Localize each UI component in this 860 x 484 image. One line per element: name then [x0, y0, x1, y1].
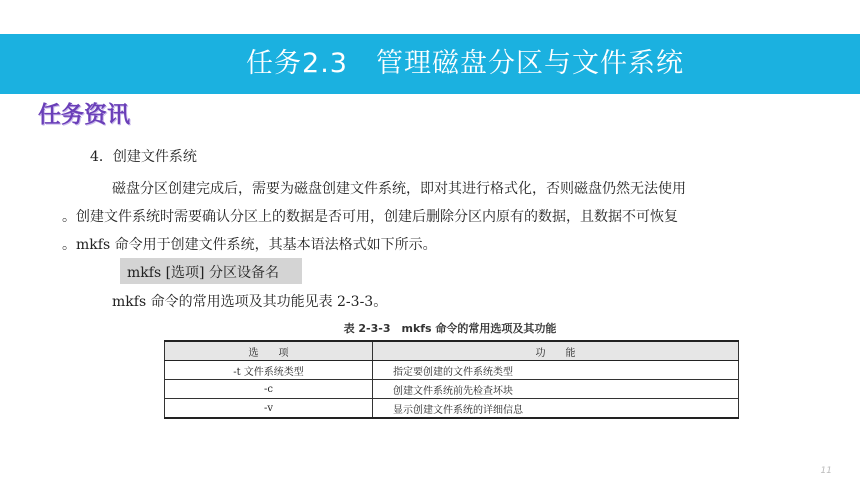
paragraph-line-3: 。mkfs 命令用于创建文件系统，其基本语法格式如下所示。: [62, 237, 437, 253]
syntax-code: mkfs [选项] 分区设备名: [127, 265, 279, 281]
header-option: 选 项: [165, 341, 373, 361]
page-number: 11: [820, 466, 832, 476]
table-cell-function: 创建文件系统前先检查坏块: [373, 380, 739, 399]
table-cell-function: 指定要创建的文件系统类型: [373, 361, 739, 380]
table-cell-option: -v: [165, 399, 373, 419]
paragraph-line-2: 。创建文件系统时需要确认分区上的数据是否可用，创建后删除分区内原有的数据，且数据不可恢复: [62, 209, 678, 225]
table-cell-option: -c: [165, 380, 373, 399]
table-row: [165, 380, 739, 399]
item-heading: 4．创建文件系统: [90, 149, 197, 165]
table-caption: 表 2-3-3 mkfs 命令的常用选项及其功能: [343, 322, 557, 335]
section-heading: 任务资讯: [38, 102, 130, 128]
table-cell-option: -t 文件系统类型: [165, 361, 373, 380]
table-row: [165, 361, 739, 380]
options-table: [164, 340, 739, 419]
paragraph-line-1: 磁盘分区创建完成后，需要为磁盘创建文件系统，即对其进行格式化，否则磁盘仍然无法使用: [112, 181, 686, 197]
table-header-row: [165, 341, 739, 361]
table-row: [165, 399, 739, 419]
title-banner: [0, 34, 860, 94]
table-cell-function: 显示创建文件系统的详细信息: [373, 399, 739, 419]
paragraph-line-4: mkfs 命令的常用选项及其功能见表 2-3-3。: [112, 294, 388, 310]
header-function: 功 能: [373, 341, 739, 361]
page-title: 任务2.3 管理磁盘分区与文件系统: [246, 48, 684, 79]
